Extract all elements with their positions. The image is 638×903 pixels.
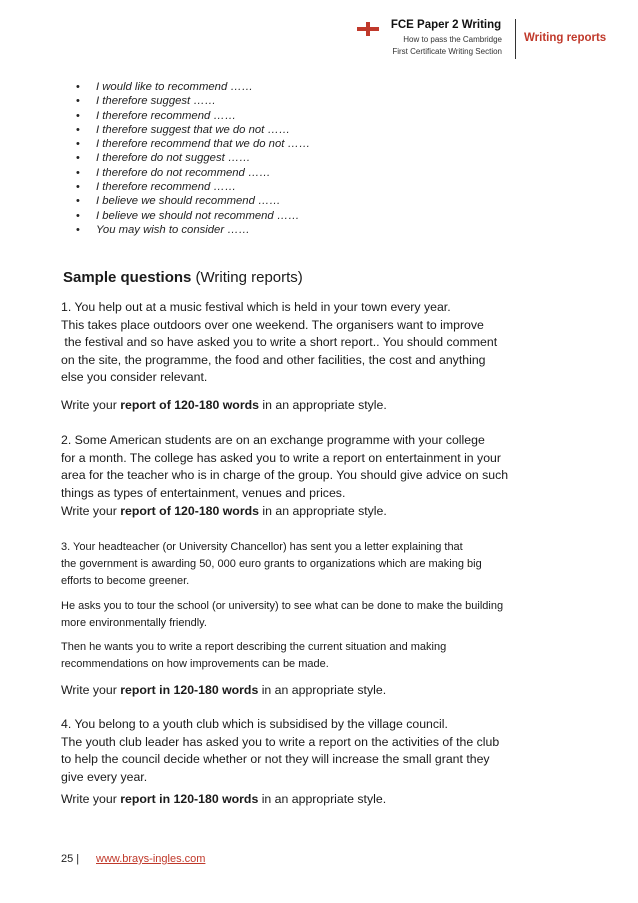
question-1-line: else you consider relevant. xyxy=(61,370,208,384)
page-number: 25 | xyxy=(61,853,80,865)
question-3-line: the government is awarding 50, 000 euro grants to organizations which are making big xyxy=(61,558,482,570)
header-subtitle-line1: How to pass the Cambridge xyxy=(403,35,502,44)
question-1-line: This takes place outdoors over one weekend. The organisers want to improve xyxy=(61,317,484,332)
list-item: • I therefore suggest …… xyxy=(76,94,310,108)
list-item: • I therefore recommend …… xyxy=(76,109,310,123)
list-item: • You may wish to consider …… xyxy=(76,223,310,237)
question-4-write-instruction: Write your report in 120-180 words in an appropriate style. xyxy=(61,792,387,806)
flag-logo-icon xyxy=(357,22,379,36)
website-link[interactable]: www.brays-ingles.com xyxy=(96,853,206,865)
sample-questions-heading xyxy=(63,269,303,286)
header-section-title: Writing reports xyxy=(524,32,607,44)
question-3-line: efforts to become greener. xyxy=(61,575,190,587)
question-4-line: to help the council decide whether or not they will increase the small grant they xyxy=(61,752,490,766)
question-4-line: The youth club leader has asked you to write a report on the activities of the club xyxy=(61,734,500,749)
recommendation-phrase-list xyxy=(76,80,310,237)
list-item: • I therefore recommend that we do not …… xyxy=(76,137,310,151)
header-divider xyxy=(515,19,516,59)
header-title: FCE Paper 2 Writing xyxy=(390,19,502,31)
question-3-line: recommendations on how improvements can be made. xyxy=(61,658,329,670)
question-2-line: area for the teacher who is in charge of the group. You should give advice on such xyxy=(61,468,509,482)
question-1-line: 1. You help out at a music festival which is held in your town every year. xyxy=(61,300,451,314)
question-2-write-instruction: Write your report of 120-180 words in an appropriate style. xyxy=(61,504,387,518)
question-3-line: Then he wants you to write a report describing the current situation and making xyxy=(61,641,447,653)
list-item: • I believe we should not recommend …… xyxy=(76,209,310,223)
list-item: • I believe we should recommend …… xyxy=(76,194,310,208)
question-4-line: 4. You belong to a youth club which is subsidised by the village council. xyxy=(61,717,448,731)
question-1-line: on the site, the programme, the food and other facilities, the cost and anything xyxy=(61,352,486,367)
question-1-write-instruction: Write your report of 120-180 words in an appropriate style. xyxy=(61,398,387,412)
list-item: • I would like to recommend …… xyxy=(76,80,310,94)
question-3-line: more environmentally friendly. xyxy=(61,617,207,629)
question-2-line: 2. Some American students are on an exchange programme with your college xyxy=(61,433,485,447)
question-2-line: things as types of entertainment, venues and prices. xyxy=(61,485,346,500)
list-item: • I therefore suggest that we do not …… xyxy=(76,123,310,137)
list-item: • I therefore recommend …… xyxy=(76,180,310,194)
question-3-write-instruction: Write your report in 120-180 words in an appropriate style. xyxy=(61,683,387,697)
question-1-line: the festival and so have asked you to write a short report.. You should comment xyxy=(61,335,498,349)
question-3-line: 3. Your headteacher (or University Chancellor) has sent you a letter explaining that xyxy=(61,541,463,553)
list-item: • I therefore do not recommend …… xyxy=(76,166,310,180)
heading-rest: (Writing reports) xyxy=(191,269,303,286)
question-2-line: for a month. The college has asked you to write a report on entertainment in your xyxy=(61,450,501,465)
question-3-line: He asks you to tour the school (or university) to see what can be done to make the building xyxy=(61,600,504,612)
header-subtitle-line2: First Certificate Writing Section xyxy=(392,47,502,56)
question-4-line: give every year. xyxy=(61,769,148,784)
list-item: • I therefore do not suggest …… xyxy=(76,151,310,165)
heading-bold: Sample questions xyxy=(63,269,192,286)
